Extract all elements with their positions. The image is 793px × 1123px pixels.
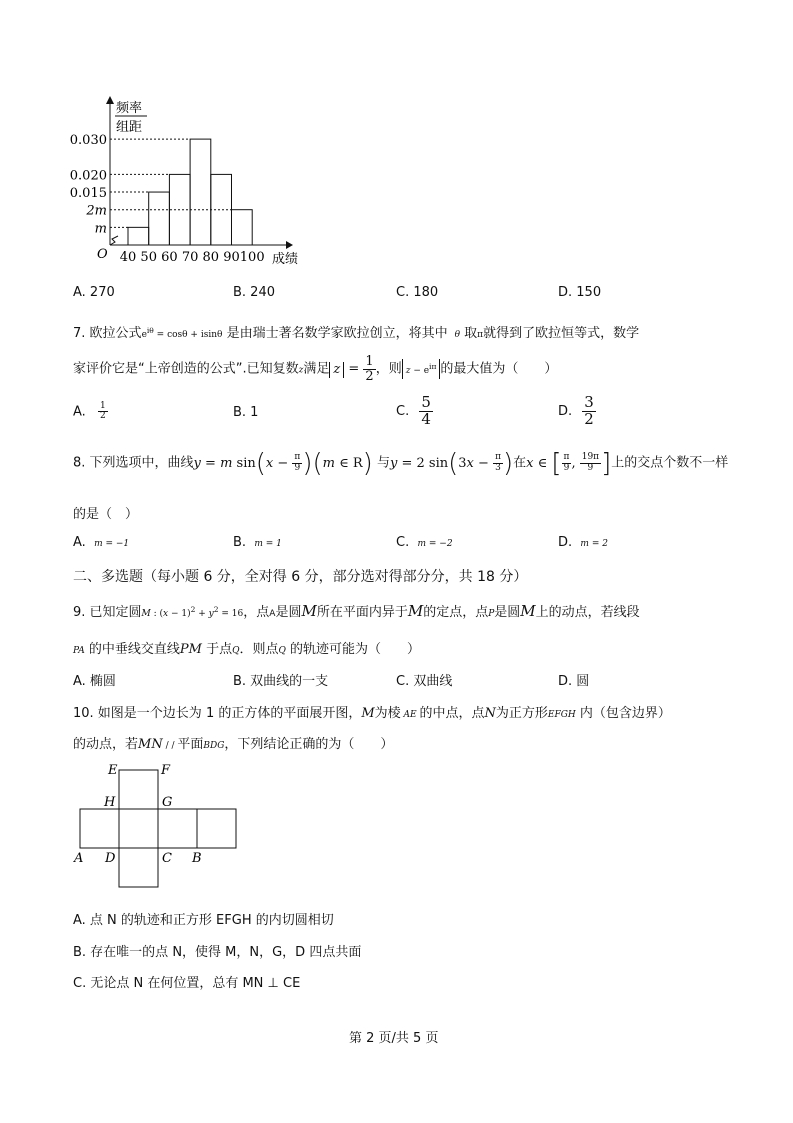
net-face-4 — [197, 809, 236, 848]
frac-one-half: $\frac{1}{2}$ — [365, 354, 374, 384]
x-tick-label: 40 — [119, 250, 137, 265]
net-label-h: H — [104, 795, 116, 810]
y-tick-label: 0.020 — [69, 168, 107, 184]
y-tick-label: m — [94, 221, 107, 237]
net-label-d: D — [105, 851, 116, 866]
histogram-bar — [128, 227, 149, 245]
net-label-f: F — [161, 763, 171, 778]
y-tick-label: 0.015 — [69, 186, 107, 202]
cube-net-diagram — [70, 760, 250, 892]
q8-line1: 8. 下列选项中，曲线y = m sin(x − $\frac{\pi}{9}$ )(m ∈ R) 与y = 2 sin(3x − $\frac{\pi}{3}$ )在x ∈ [ $\frac{\pi}{9}$ , $\frac{19\pi}{9}$ ]上的交点个数不一样 — [73, 448, 729, 478]
q9-option-b: B. 双曲线的一支 — [233, 674, 329, 689]
histogram-bar — [232, 210, 253, 245]
interval: x ∈ [ $\frac{\pi}{9}$ , $\frac{19\pi}{9}$ ] — [526, 448, 612, 478]
y-unit-top: 频率 — [116, 101, 143, 116]
net-label-b: B — [192, 851, 202, 866]
q8-option-b: B. m = 1 — [233, 535, 282, 550]
curve-2: y = 2 sin(3x − $\frac{\pi}{3}$ ) — [389, 448, 514, 478]
q6-option-d: D. 150 — [558, 285, 602, 300]
y-tick-label: 2m — [86, 203, 107, 219]
net-face-2 — [119, 809, 158, 848]
q8-line2: 的是（ ） — [73, 507, 139, 522]
net-face-3 — [158, 809, 197, 848]
net-face-bottom — [119, 848, 158, 887]
histogram-bar — [149, 192, 170, 245]
q10-option-b: B. 存在唯一的点 N，使得 M，N，G，D 四点共面 — [73, 945, 362, 960]
euler-formula: $e^{i\theta} = \cos\theta + isin\theta$ — [141, 326, 223, 340]
q8-option-a: A. m = −1 — [73, 535, 130, 550]
q8-option-c: C. m = −2 — [396, 535, 453, 550]
y-axis-arrow — [106, 96, 114, 104]
x-tick-label: 60 — [161, 250, 178, 265]
q9-line2: PA 的中垂线交直线PM 于点Q．则点Q 的轨迹可能为（ ） — [73, 642, 421, 657]
y-tick-label: 0.030 — [69, 133, 107, 149]
net-label-a: A — [74, 851, 84, 866]
section-2-heading: 二、多选题（每小题 6 分，全对得 6 分，部分选对得部分分，共 18 分） — [73, 569, 528, 585]
q7-number: 7. — [73, 326, 86, 341]
y-unit-bottom: 组距 — [116, 120, 143, 135]
histogram-bar — [190, 139, 211, 245]
x-tick-label: 50 — [140, 250, 157, 265]
axis-break-icon — [110, 236, 118, 245]
q7-line2: 家评价它是“上帝创造的公式”.已知复数z满足 z = $\frac{1}{2}$ ，则 $z - e^{i\pi}$ 的最大值为（ ） — [73, 354, 558, 384]
q10-line1: 10. 如图是一个边长为 1 的正方体的平面展开图，M为棱 AE 的中点，点N为正方形EFGH 内（包含边界） — [73, 706, 671, 721]
q9-option-c: C. 双曲线 — [396, 674, 453, 689]
q6-option-b: B. 240 — [233, 285, 275, 300]
x-tick-label: 100 — [239, 250, 265, 265]
q8-option-d: D. m = 2 — [558, 535, 608, 550]
net-label-c: C — [162, 851, 172, 866]
origin-label: O — [97, 247, 108, 262]
net-face-top — [119, 770, 158, 809]
x-tick-label: 90 — [223, 250, 240, 265]
q7-option-a: A. $\frac{1}{2}$ — [73, 401, 106, 422]
q7-option-b: B. 1 — [233, 405, 259, 420]
x-axis-label: 成绩 — [272, 252, 299, 267]
net-label-g: G — [162, 795, 173, 810]
q7-line1: 7. 欧拉公式$e^{i\theta} = \cos\theta + isin\theta$ 是由瑞士著名数学家欧拉创立，将其中 θ 取π就得到了欧拉恒等式，数学 — [73, 326, 640, 341]
q6-option-a: A. 270 — [73, 285, 115, 300]
q6-option-c: C. 180 — [396, 285, 439, 300]
x-tick-label: 80 — [202, 250, 220, 265]
q7-option-c: C. $\frac{5}{4}$ — [396, 393, 431, 428]
q10-line2: 的动点，若MN / / 平面BDG，下列结论正确的为（ ） — [73, 737, 394, 752]
curve-1: y = m sin(x − $\frac{\pi}{9}$ )(m ∈ R) — [193, 448, 373, 478]
q7-option-d: D. $\frac{3}{2}$ — [558, 393, 594, 428]
net-label-e: E — [108, 763, 118, 778]
histogram-bar — [211, 174, 232, 245]
net-face-1 — [80, 809, 119, 848]
page-footer: 第 2 页/共 5 页 — [349, 1031, 439, 1046]
q10-option-a: A. 点 N 的轨迹和正方形 EFGH 的内切圆相切 — [73, 913, 334, 928]
x-axis-arrow — [286, 241, 293, 249]
q9-option-a: A. 椭圆 — [73, 674, 116, 689]
q9-option-d: D. 圆 — [558, 674, 590, 689]
q10-option-c: C. 无论点 N 在何位置，总有 MN ⊥ CE — [73, 976, 301, 991]
frequency-histogram — [0, 0, 330, 272]
x-tick-label: 70 — [181, 250, 199, 265]
q9-line1: 9. 已知定圆M : $(x - 1)^2 + y^2 = 16$，点A是圆M所在平面内异于M的定点，点P是圆M上的动点，若线段 — [73, 602, 640, 620]
